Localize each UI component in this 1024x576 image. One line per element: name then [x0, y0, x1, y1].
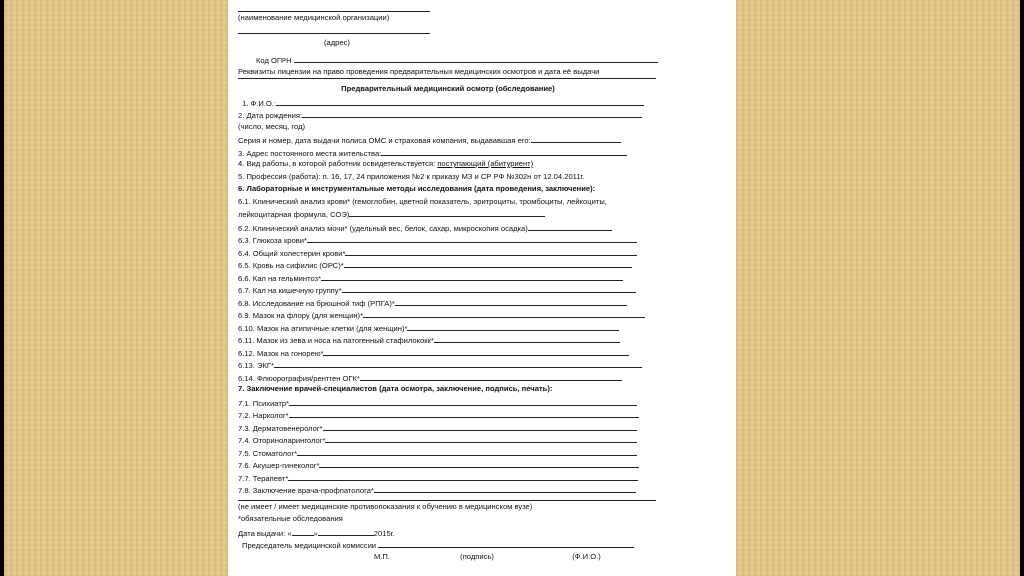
license-label: Реквизиты лицензии на право проведения предварительных медицинских осмотров и дата её выдачи: [238, 66, 600, 76]
fio-caption: (Ф.И.О.): [572, 551, 601, 561]
item-7-1: 7.1. Психиатр*: [238, 398, 290, 408]
dob-label: 2. Дата рождения:: [238, 111, 303, 120]
item-7-3: 7.3. Дерматовенеролог*: [238, 423, 323, 433]
item-6-10: 6.10. Мазок на атипичные клетки (для женщин)*: [238, 323, 408, 333]
item-6-13: 6.13. ЭКГ*: [238, 361, 274, 370]
address-caption: (адрес): [324, 37, 350, 47]
item-6-2-blank: [528, 221, 612, 231]
document-sheet: [228, 0, 736, 576]
work-type-value: поступающий (абитуриент): [437, 159, 534, 168]
ogrn-label: Код ОГРН: [256, 56, 292, 65]
mandatory-note: *обязательные обследования: [238, 514, 343, 523]
item-6-1-blank: [349, 207, 545, 217]
policy-label: Серия и номер, дата выдачи полиса ОМС и страховая компания, выдававшая его:: [238, 136, 531, 145]
org-name-blank: [238, 2, 430, 12]
stamp-caption: М.П.: [374, 551, 391, 561]
item-6-14: 6.14. Флюорография/рентген ОГК*: [238, 373, 360, 383]
fio-blank: [276, 96, 644, 106]
issue-month-blank: [318, 526, 374, 536]
item-7-4: 7.4. Оториноларинголог*: [238, 436, 326, 445]
form-title: Предварительный медицинский осмотр (обследование): [341, 84, 555, 93]
item-6-11: 6.11. Мазок из зева и носа на патогенный стафилококк*: [238, 336, 434, 345]
item-6-12: 6.12. Мазок на гонорею*: [238, 348, 324, 358]
item-7-2: 7.2. Нарколог*: [238, 411, 289, 420]
item-7-7: 7.7. Терапевт*: [238, 473, 289, 483]
item-6-4: 6.4. Общий холестерин крови*: [238, 248, 346, 258]
item-7-8: 7.8. Заключение врача-профпатолога*: [238, 486, 374, 495]
item-6-5: 6.5. Кровь на сифилис (ОРС)*: [238, 261, 344, 270]
item-6-9: 6.9. Мазок на флору (для женщин)*: [238, 311, 364, 320]
item-6-7: 6.7. Кал на кишечную группу*: [238, 286, 342, 295]
address-blank: [238, 24, 430, 34]
ogrn-blank: [294, 53, 658, 63]
parchment-background-left: [4, 0, 228, 576]
fio-label: 1. Ф.И.О.:: [242, 98, 277, 108]
item-7-5: 7.5. Стоматолог*: [238, 448, 298, 458]
issue-day-blank: [292, 526, 314, 536]
chairman-label: Председатель медицинской комиссии: [242, 541, 377, 550]
item-6-8: 6.8. Исследование на брюшной тиф (РПГА)*: [238, 298, 395, 308]
org-name-caption: (наименование медицинской организации): [238, 12, 390, 22]
lab-header: 6. Лабораторные и инструментальные методы исследования (дата проведения, заключение):: [238, 184, 596, 193]
dob-blank: [302, 108, 642, 118]
issue-date-year: 2015г.: [373, 528, 395, 538]
issue-date-label: Дата выдачи: «: [238, 528, 292, 538]
work-type-label: 4. Вид работы, в которой работник освидетельствуется:: [238, 159, 438, 168]
profession-line: 5. Профессия (работа): п. 16, 17, 24 приложения №2 к приказу МЗ и СР РФ №302н от 12.04.2011г.: [238, 171, 585, 181]
address-line-blank: [381, 146, 627, 156]
dob-caption: (число, месяц, год): [238, 121, 306, 131]
spec-header: 7. Заключение врачей-специалистов (дата осмотра, заключение, подпись, печать):: [238, 384, 553, 393]
item-7-6: 7.6. Акушер-гинеколог*: [238, 461, 320, 470]
item-6-6: 6.6. Кал на гельминтоз*: [238, 273, 322, 283]
signature-caption: (подпись): [460, 551, 494, 561]
chairman-blank: [378, 538, 634, 548]
item-6-3: 6.3. Глюкоза крови*: [238, 236, 307, 245]
parchment-background-right: [736, 0, 1020, 576]
address-label: 3. Адрес постоянного места жительства:: [238, 148, 382, 158]
item-6-2: 6.2. Клинический анализ мочи* (удельный вес, белок, сахар, микроскопия осадка): [238, 223, 528, 233]
policy-blank: [531, 133, 621, 143]
medical-form: (наименование медицинской организации) (адрес) Код ОГРН Реквизиты лицензии на право проведения предварительных медицинских осмотров и дата её выдачи Предварительный медицинский осмотр (обследование) 1. Ф.И.О.: 2. Дата рождения: (число, месяц, год) Серия и номер, дата выдачи полиса ОМС и страховая компания, выдававшая его: 3. Адрес постоянного места жительства: 4. Вид работы, в которой работник освидетельствуется: поступающий (абитуриент) 5. Профессия (работа): п. 16, 17, 24 приложения №2 к приказу МЗ и СР РФ №302н от 12.04.2011г. 6. Лабораторные и инструментальные методы исследования (дата проведения, заключение): 6.1. Клинический анализ крови* (гемоглобин, цветной показатель, эритроциты, тромбоциты, лейкоциты, лейкоцитарная формула, СОЭ) 6.2. Клинический анализ мочи* (удельный вес, белок, сахар, микроскопия осадка) 6.3. Глюкоза крови* 6.4. Общий холестерин крови* 6.5. Кровь на сифилис (ОРС)* 6.6. Кал на гельминтоз* 6.7. Кал на кишечную группу* 6.8. Исследование на брюшной тиф (РПГА)* 6.9. Мазок на флору (для женщин)* 6.10. Мазок на атипичные клетки (для женщин)* 6.11. Мазок из зева и носа на патогенный стафилококк* 6.12. Мазок на гонорею* 6.13. ЭКГ* 6.14. Флюорография/рентген ОГК* 7. Заключение врачей-специалистов (дата осмотра, заключение, подпись, печать): 7.1. Психиатр* 7.2. Нарколог* 7.3. Дерматовенеролог* 7.4. Оториноларинголог* 7.5. Стоматолог* 7.6. Акушер-гинеколог* 7.7. Терапевт* 7.8. Заключение врача-профпатолога* (не имеет / имеет медицинские противопоказания к обучению в медицинском вузе) *обязательные обследования Дата выдачи: « » 2015г. Председатель медицинской комиссии М.П. (подпись) (Ф.И.О.): [238, 2, 658, 563]
item-6-1: 6.1. Клинический анализ крови* (гемоглобин, цветной показатель, эритроциты, тромбоциты, лейкоциты, лейкоцитарная формула, СОЭ): [238, 196, 607, 219]
conclusion-caption: (не имеет / имеет медицинские противопоказания к обучению в медицинском вузе): [238, 501, 533, 511]
